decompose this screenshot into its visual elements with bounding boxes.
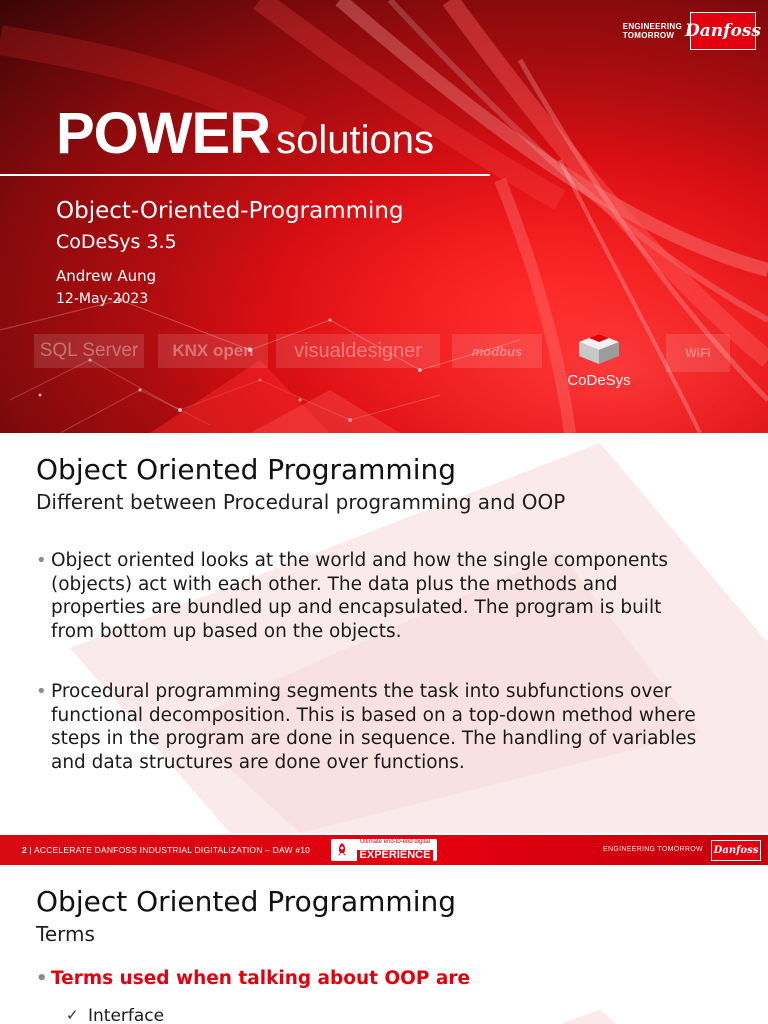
footer-text bbox=[22, 845, 310, 855]
bullet-text bbox=[51, 680, 736, 774]
checkmark-icon: ✓ bbox=[66, 1006, 79, 1024]
wifi-certified-logo: WiFi bbox=[666, 334, 730, 372]
title-main: POWER bbox=[56, 101, 271, 166]
terms-slide bbox=[0, 865, 768, 1024]
bullet-item bbox=[36, 680, 736, 774]
bullet-line: steps in the program are done in sequence. The handling of variables bbox=[51, 728, 697, 749]
slide-subtitle: Different between Procedural programming and OOP bbox=[36, 490, 566, 514]
title-slide bbox=[0, 0, 768, 433]
presentation-subtitle: Object-Oriented-Programming bbox=[56, 198, 404, 224]
danfoss-logo: Danfoss bbox=[690, 12, 756, 50]
footer-caption: ACCELERATE DANFOSS INDUSTRIAL DIGITALIZATION – DAW #10 bbox=[34, 845, 311, 855]
bullet-line: properties are bundled up and encapsulated. The program is built bbox=[51, 597, 662, 618]
experience-text bbox=[353, 839, 437, 861]
rocket-icon bbox=[331, 839, 353, 861]
bullet-line: Object oriented looks at the world and how the single components bbox=[51, 550, 669, 571]
bullet-dot-icon: • bbox=[36, 550, 47, 571]
highlighted-bullet-text: Terms used when talking about OOP are bbox=[51, 968, 471, 989]
bullet-dot-icon: • bbox=[36, 968, 48, 989]
title-divider bbox=[0, 174, 490, 176]
badge-main-text: EXPERIENCE bbox=[357, 850, 434, 861]
footer-separator: | bbox=[29, 845, 32, 855]
modbus-logo: modbus bbox=[452, 334, 542, 368]
slide-footer bbox=[0, 835, 768, 865]
bullet-text bbox=[51, 549, 736, 643]
badge-top-text: Ultimate end-to-end digital bbox=[359, 839, 431, 845]
bullet-line: from bottom up based on the objects. bbox=[51, 620, 402, 642]
sql-server-logo: SQL Server bbox=[34, 334, 144, 368]
codesys-label: CoDeSys bbox=[567, 372, 631, 389]
codesys-cube-icon bbox=[575, 332, 623, 366]
presentation-date: 12-May-2023 bbox=[56, 291, 149, 307]
bullet-line: Procedural programming segments the task into subfunctions over bbox=[51, 681, 672, 702]
content-slide bbox=[0, 433, 768, 865]
tagline-line1: ENGINEERING bbox=[622, 22, 682, 31]
codesys-logo bbox=[562, 332, 636, 388]
slide-title: Object Oriented Programming bbox=[36, 885, 456, 918]
bullet-item bbox=[36, 549, 736, 643]
highlighted-bullet bbox=[36, 968, 470, 989]
title-sub: solutions bbox=[276, 118, 434, 162]
bullet-line: (objects) act with each other. The data plus the methods and bbox=[51, 573, 618, 595]
term-label: Interface bbox=[88, 1006, 165, 1024]
visualdesigner-logo: visualdesigner bbox=[276, 334, 440, 368]
slide-subtitle: Terms bbox=[36, 922, 95, 946]
bullet-line: functional decomposition. This is based on a top-down method where bbox=[51, 704, 696, 726]
footer-danfoss-logo: Danfoss bbox=[711, 840, 761, 861]
term-item bbox=[66, 1006, 164, 1024]
presentation-author: Andrew Aung bbox=[56, 267, 157, 285]
presentation-version: CoDeSys 3.5 bbox=[56, 231, 177, 253]
experience-badge bbox=[331, 839, 437, 861]
tagline-line2: TOMORROW bbox=[622, 31, 675, 40]
knx-logo: KNX open bbox=[158, 334, 268, 368]
brand-block bbox=[622, 12, 761, 50]
slide-title: Object Oriented Programming bbox=[36, 453, 456, 486]
footer-engineering-tagline: ENGINEERING TOMORROW bbox=[603, 846, 703, 853]
engineering-tomorrow-tagline bbox=[623, 22, 682, 40]
bullet-line: and data structures are done over functions. bbox=[51, 751, 465, 773]
power-solutions-title bbox=[56, 100, 434, 167]
page-number: 2 bbox=[22, 845, 27, 855]
bullet-dot-icon: • bbox=[36, 681, 47, 702]
